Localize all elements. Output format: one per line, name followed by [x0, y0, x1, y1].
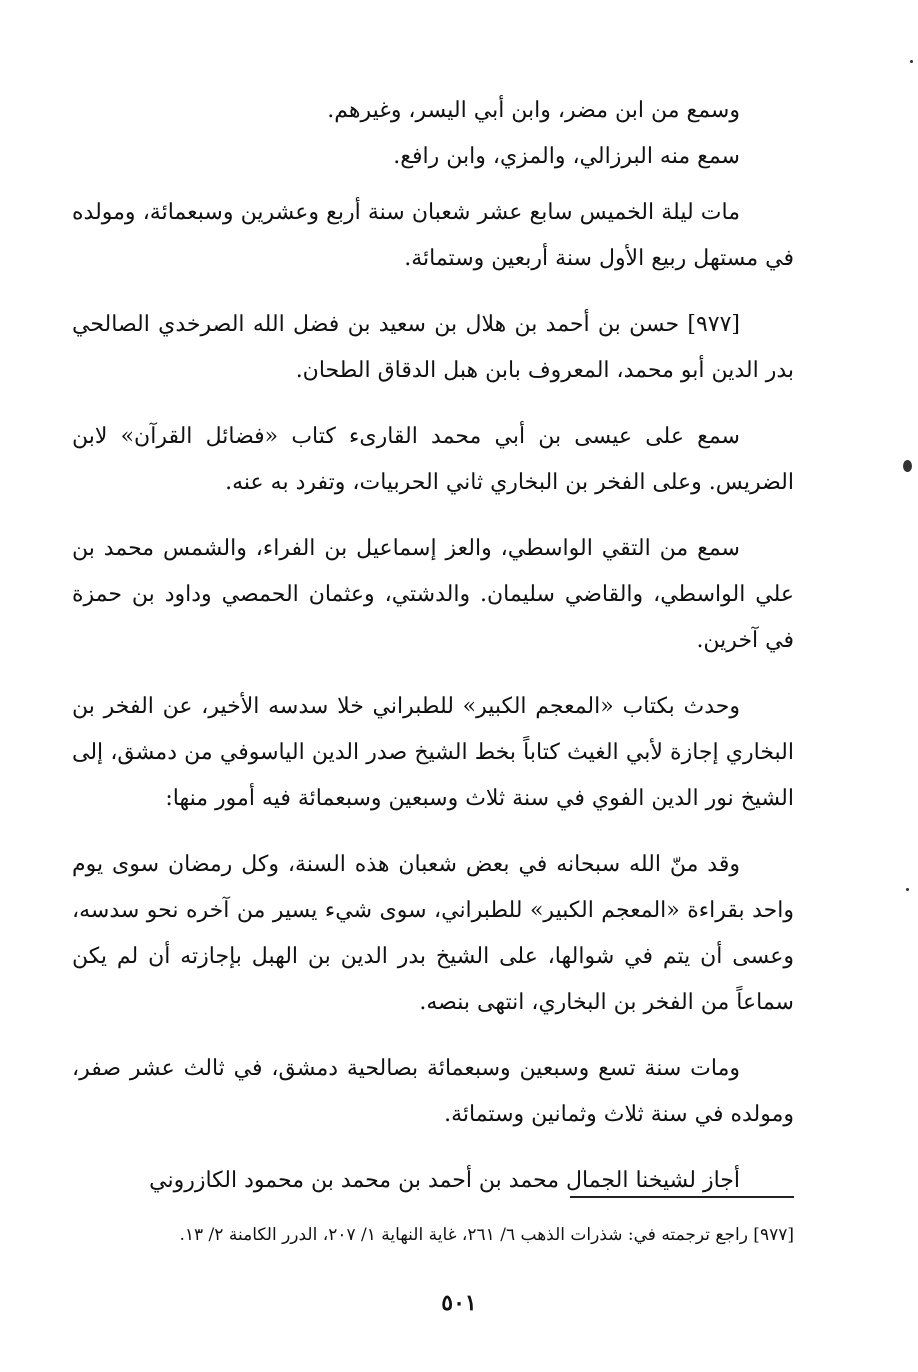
paragraph-9: ومات سنة تسع وسبعين وسبعمائة بصالحية دمشق، في ثالث عشر صفر، ومولده في سنة ثلاث وثمانين وستمائة.	[72, 1056, 794, 1127]
paragraph-1: وسمع من ابن مضر، وابن أبي اليسر، وغيرهم.	[327, 98, 740, 123]
paragraph-5: سمع على عيسى بن أبي محمد القارىء كتاب «فضائل القرآن» لابن الضريس. وعلى الفخر بن البخاري ثاني الحربيات، وتفرد به عنه.	[72, 424, 794, 495]
paragraph-10: أجاز لشيخنا الجمال محمد بن أحمد بن محمد بن محمود الكازروني	[149, 1168, 740, 1193]
page-number: ٥٠١	[441, 1290, 477, 1316]
paragraph-6: سمع من التقي الواسطي، والعز إسماعيل بن الفراء، والشمس محمد بن علي الواسطي، والقاضي سليمان. والدشتي، وعثمان الحمصي وداود بن حمزة في آخرين.	[72, 536, 794, 653]
paragraph-7: وحدث بكتاب «المعجم الكبير» للطبراني خلا سدسه الأخير، عن الفخر بن البخاري إجازة لأبي الغيث كتاباً بخط الشيخ صدر الدين الياسوفي من دمشق، إلى الشيخ نور الدين الفوي في سنة ثلاث وسبعين وسبعمائة فيه أمور منها:	[72, 694, 794, 811]
paragraph-8: وقد منّ الله سبحانه في بعض شعبان هذه السنة، وكل رمضان سوى يوم واحد بقراءة «المعجم الكبير» للطبراني، سوى شيء يسير من آخره نحو سدسه، وعسى أن يتم في شوالها، على الشيخ بدر الدين بن الهبل بإجازته أن لم يكن سماعاً من الفخر بن البخاري، انتهى بنصه.	[72, 852, 794, 1015]
scan-speck	[903, 460, 912, 472]
footnote: [٩٧٧] راجع ترجمته في: شذرات الذهب ٦/ ٢٦١، غاية النهاية ١/ ٢٠٧، الدرر الكامنة ٢/ ١٣.	[179, 1225, 794, 1245]
footnote-divider	[570, 1196, 794, 1198]
paragraph-2: سمع منه البرزالي، والمزي، وابن رافع.	[393, 144, 740, 169]
page-body	[72, 88, 794, 1224]
paragraph-3: مات ليلة الخميس سابع عشر شعبان سنة أربع وعشرين وسبعمائة، ومولده في مستهل ربيع الأول سنة أربعين وستمائة.	[72, 200, 794, 271]
paragraph-entry-977: [٩٧٧] حسن بن أحمد بن هلال بن سعيد بن فضل الله الصرخدي الصالحي بدر الدين أبو محمد، المعروف بابن هبل الدقاق الطحان.	[72, 312, 794, 383]
scan-speck	[906, 888, 909, 891]
scan-speck	[910, 60, 913, 63]
